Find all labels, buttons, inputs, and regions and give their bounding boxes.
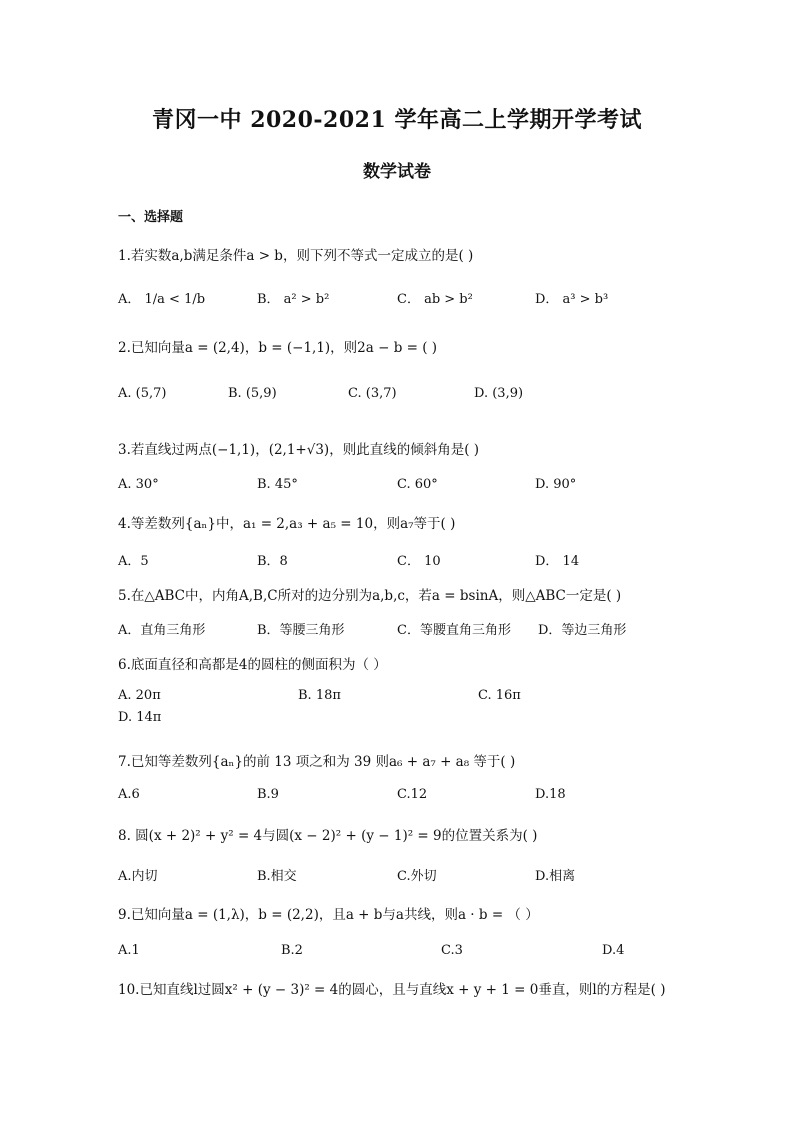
question-5-option-b: B．等腰三角形 [257, 623, 345, 638]
question-1-option-b: B． a² > b² [257, 292, 330, 307]
question-8-stem: 8. 圆(x + 2)² + y² = 4与圆(x − 2)² + (y − 1)² = 9的位置关系为( ) [118, 828, 538, 844]
question-4-stem: 4.等差数列{aₙ}中，a₁ = 2,a₃ + a₅ = 10，则a₇等于( ) [118, 516, 456, 532]
question-4-option-d: D． 14 [535, 554, 580, 569]
question-7-option-b: B.9 [257, 787, 279, 802]
question-7-option-d: D.18 [535, 787, 566, 802]
page-title: 青冈一中 2020-2021 学年高二上学期开学考试 [152, 107, 642, 133]
question-1-option-c: C． ab > b² [397, 292, 473, 307]
question-5-option-d: D．等边三角形 [538, 623, 627, 638]
question-4-option-b: B．8 [257, 554, 288, 569]
question-9-option-c: C.3 [441, 943, 463, 958]
question-6-option-d: D. 14π [118, 710, 162, 725]
question-3-stem: 3.若直线过两点(−1,1)，(2,1+√3)，则此直线的倾斜角是( ) [118, 442, 480, 458]
question-2-option-d: D. (3,9) [474, 386, 524, 401]
question-6-option-c: C. 16π [478, 688, 521, 703]
question-2-option-a: A. (5,7) [118, 386, 167, 401]
question-7-option-a: A.6 [118, 787, 140, 802]
question-8-option-b: B.相交 [257, 869, 297, 884]
question-9-option-d: D.4 [602, 943, 625, 958]
question-4-option-c: C． 10 [397, 554, 441, 569]
question-9-stem: 9.已知向量a = (1,λ)，b = (2,2)，且a + b与a共线，则a · b = （ ） [118, 907, 539, 923]
question-5-stem: 5.在△ABC中，内角A,B,C所对的边分别为a,b,c，若a = bsinA，则△ABC一定是( ) [118, 588, 622, 604]
question-7-stem: 7.已知等差数列{aₙ}的前 13 项之和为 39 则a₆ + a₇ + a₈ 等于( ) [118, 754, 516, 770]
question-8-option-c: C.外切 [397, 869, 437, 884]
section-heading: 一、选择题 [118, 210, 184, 225]
question-1-option-d: D． a³ > b³ [535, 292, 609, 307]
question-2-stem: 2.已知向量a = (2,4)，b = (−1,1)，则2a − b = ( ) [118, 340, 438, 356]
question-8-option-a: A.内切 [118, 869, 158, 884]
question-6-option-a: A. 20π [118, 688, 161, 703]
question-2-option-b: B. (5,9) [228, 386, 277, 401]
question-10-stem: 10.已知直线l过圆x² + (y − 3)² = 4的圆心，且与直线x + y + 1 = 0垂直，则l的方程是( ) [118, 982, 666, 998]
question-3-option-a: A. 30° [118, 477, 159, 492]
page-subtitle: 数学试卷 [363, 162, 431, 182]
question-1-stem: 1.若实数a,b满足条件a > b，则下列不等式一定成立的是( ) [118, 248, 474, 264]
question-5-option-a: A．直角三角形 [118, 623, 206, 638]
question-8-option-d: D.相离 [535, 869, 576, 884]
question-7-option-c: C.12 [397, 787, 428, 802]
question-9-option-b: B.2 [281, 943, 303, 958]
question-5-option-c: C．等腰直角三角形 [397, 623, 511, 638]
question-4-option-a: A．5 [118, 554, 149, 569]
question-6-stem: 6.底面直径和高都是4的圆柱的侧面积为（ ） [118, 657, 387, 673]
question-2-option-c: C. (3,7) [348, 386, 397, 401]
question-3-option-c: C. 60° [397, 477, 438, 492]
question-1-option-a: A． 1/a < 1/b [118, 292, 206, 307]
question-9-option-a: A.1 [118, 943, 140, 958]
question-3-option-b: B. 45° [257, 477, 298, 492]
question-6-option-b: B. 18π [298, 688, 341, 703]
question-3-option-d: D. 90° [535, 477, 577, 492]
